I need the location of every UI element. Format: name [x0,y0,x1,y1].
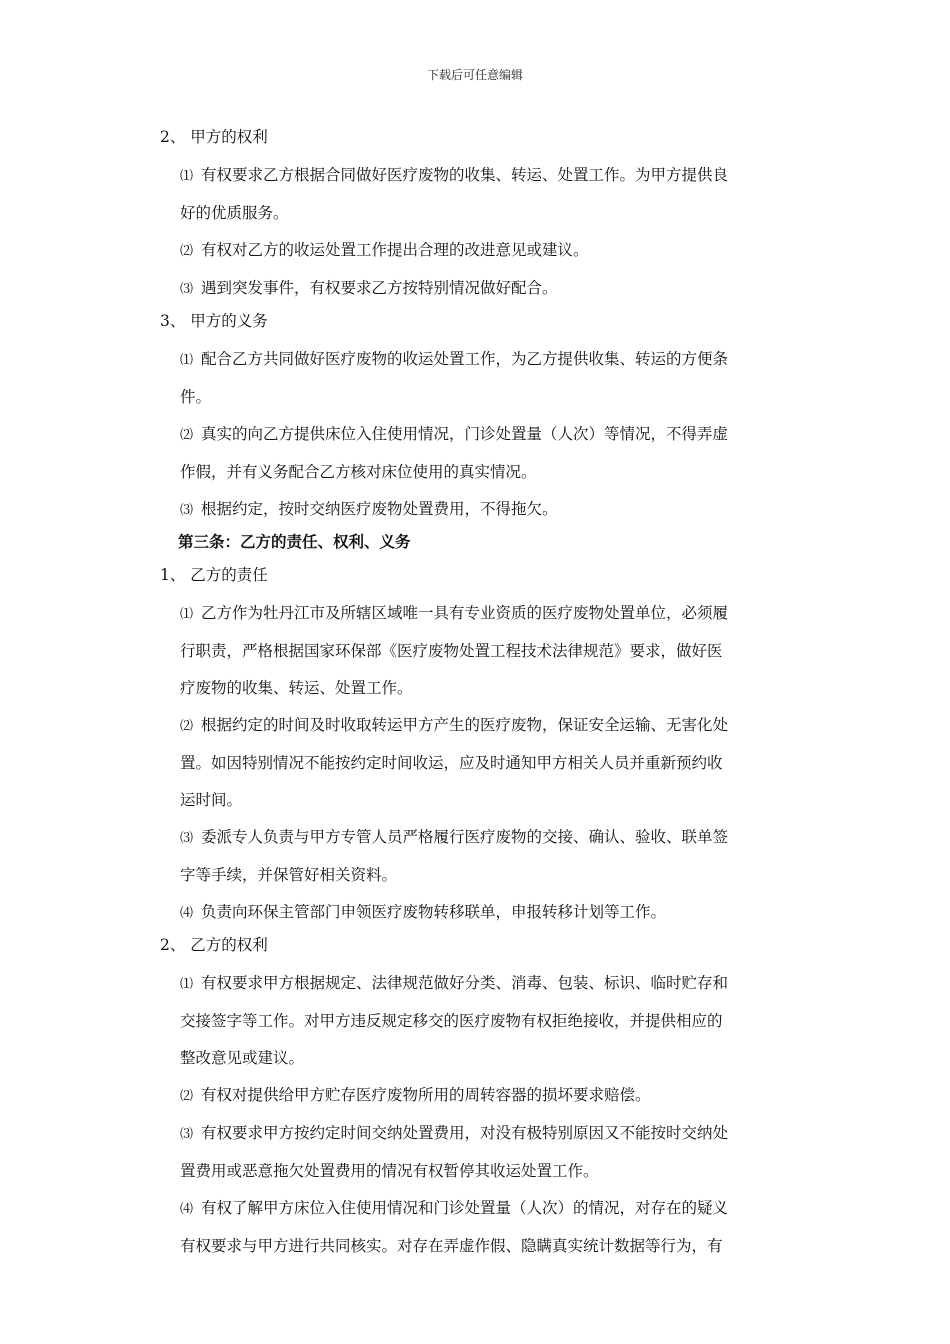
item-line [180,341,807,379]
list-item [180,894,807,932]
item-text: 委派专人负责与甲方专管人员严格履行医疗废物的交接、确认、验收、联单签 [201,828,729,846]
item-number: ⑵ [180,719,194,734]
item-line [180,707,807,745]
list-item [180,491,807,529]
document-body [0,124,950,1265]
list-item [180,157,807,232]
item-text: 负责向环保主管部门申领医疗废物转移联单，申报转移计划等工作。 [201,903,667,921]
list-item [180,341,807,416]
item-line [180,1228,807,1265]
item-text: 好的优质服务。 [180,204,289,222]
item-text: 有权要求与甲方进行共同核实。对存在弄虚作假、隐瞒真实统计数据等行为，有 [180,1237,723,1255]
item-number: ⑶ [180,503,194,518]
item-text: 有权对乙方的收运处置工作提出合理的改进意见或建议。 [201,241,589,259]
item-line [180,965,807,1003]
item-line [180,819,807,857]
item-line [180,232,807,270]
item-text: 置费用或恶意拖欠处置费用的情况有权暂停其收运处置工作。 [180,1162,599,1180]
item-text: 遇到突发事件，有权要求乙方按特别情况做好配合。 [201,279,558,297]
list-item [180,416,807,491]
item-number: ⑶ [180,282,194,297]
list-item [180,270,807,308]
item-number: ⑵ [180,244,194,259]
list-item [180,595,807,707]
item-text: 置。如因特别情况不能按约定时间收运，应及时通知甲方相关人员并重新预约收 [180,754,723,772]
item-text: 根据约定的时间及时收取转运甲方产生的医疗废物，保证安全运输、无害化处 [201,716,729,734]
list-item [180,1190,807,1265]
item-line [180,195,807,232]
item-text: 整改意见或建议。 [180,1049,305,1067]
item-line [180,1190,807,1228]
item-text: 运时间。 [180,791,243,809]
item-number: ⑴ [180,169,194,184]
item-line [180,745,807,782]
list-item [180,1077,807,1115]
item-text: 有权对提供给甲方贮存医疗废物所用的周转容器的损坏要求赔偿。 [201,1086,651,1104]
list-item [180,707,807,819]
item-number: ⑶ [180,831,194,846]
item-text: 疗废物的收集、转运、处置工作。 [180,679,413,697]
list-item [180,1115,807,1190]
item-line [180,894,807,932]
item-text: 字等手续，并保管好相关资料。 [180,866,398,884]
item-line [180,379,807,416]
item-number: ⑶ [180,1127,194,1142]
item-number: ⑴ [180,607,194,622]
item-line [180,1077,807,1115]
item-number: ⑵ [180,1089,194,1104]
item-line [180,1003,807,1040]
item-line [180,595,807,633]
item-line [180,857,807,894]
item-line [180,1115,807,1153]
page-header: 下载后可任意编辑 [426,68,523,82]
item-text: 乙方作为牡丹江市及所辖区域唯一具有专业资质的医疗废物处置单位，必须履 [201,604,729,622]
section-heading: 3、 甲方的义务 [160,312,268,330]
list-item [180,232,807,270]
item-line [180,454,807,491]
item-number: ⑴ [180,977,194,992]
item-text: 有权了解甲方床位入住使用情况和门诊处置量（人次）的情况，对存在的疑义 [201,1199,729,1217]
item-line [180,270,807,308]
item-line [180,633,807,670]
item-text: 根据约定，按时交纳医疗废物处置费用，不得拖欠。 [201,500,558,518]
item-number: ⑷ [180,1202,194,1217]
item-number: ⑵ [180,428,194,443]
item-text: 有权要求甲方根据规定、法律规范做好分类、消毒、包装、标识、临时贮存和 [201,974,729,992]
article-heading: 第三条：乙方的责任、权利、义务 [178,533,411,551]
section-heading: 1、 乙方的责任 [160,566,268,584]
item-line [180,157,807,195]
item-line [180,1153,807,1190]
item-text: 有权要求甲方按约定时间交纳处置费用，对没有极特别原因又不能按时交纳处 [201,1124,729,1142]
item-text: 行职责，严格根据国家环保部《医疗废物处置工程技术法律规范》要求，做好医 [180,642,723,660]
item-text: 作假，并有义务配合乙方核对床位使用的真实情况。 [180,463,537,481]
item-line [180,416,807,454]
section-heading: 2、 甲方的权利 [160,128,268,146]
item-line [180,670,807,707]
item-number: ⑷ [180,906,194,921]
list-item [180,965,807,1077]
list-item [180,819,807,894]
item-number: ⑴ [180,353,194,368]
item-text: 配合乙方共同做好医疗废物的收运处置工作，为乙方提供收集、转运的方便条 [201,350,729,368]
item-text: 有权要求乙方根据合同做好医疗废物的收集、转运、处置工作。为甲方提供良 [201,166,729,184]
item-text: 件。 [180,388,212,406]
item-line [180,491,807,529]
item-text: 交接签字等工作。对甲方违反规定移交的医疗废物有权拒绝接收，并提供相应的 [180,1012,723,1030]
item-line [180,782,807,819]
section-heading: 2、 乙方的权利 [160,936,268,954]
item-text: 真实的向乙方提供床位入住使用情况，门诊处置量（人次）等情况，不得弄虚 [201,425,729,443]
item-line [180,1040,807,1077]
